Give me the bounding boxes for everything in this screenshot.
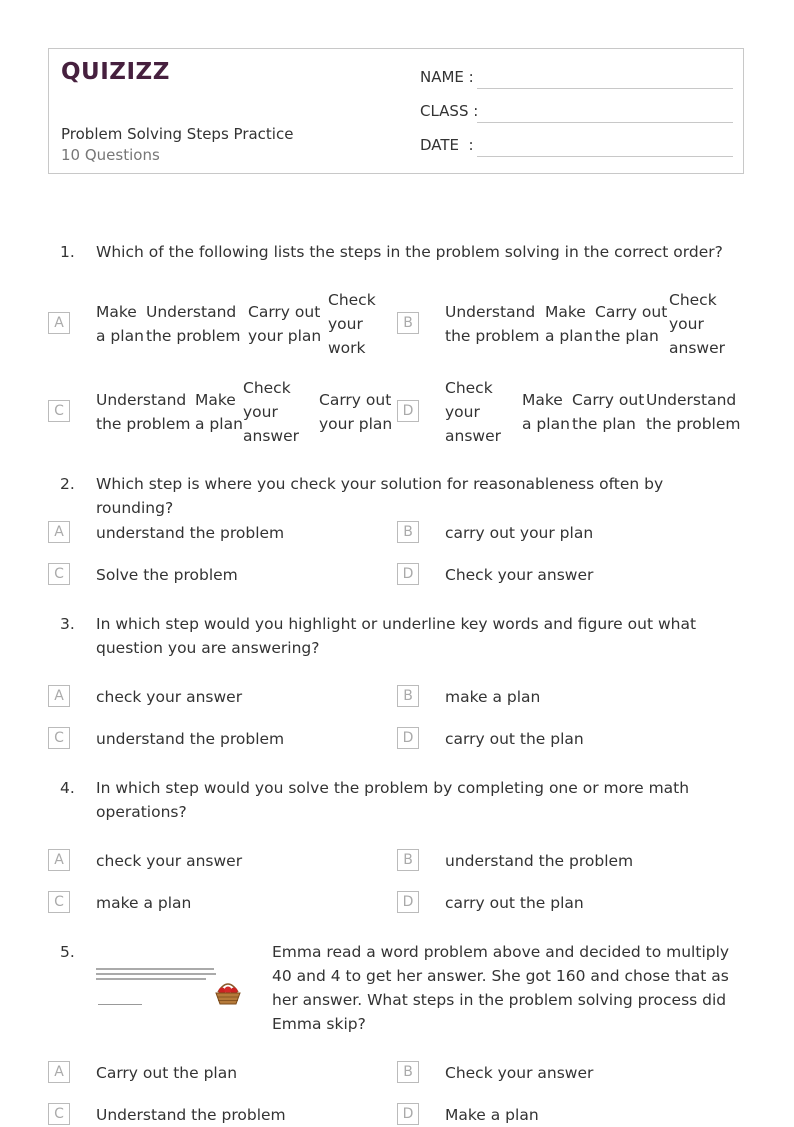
option-text: understand the problem: [445, 852, 634, 870]
option-text: Check your answer: [445, 566, 594, 584]
option-cell: Make a plan: [545, 303, 593, 345]
question-number: 5.: [60, 943, 75, 961]
question-text: In which step would you highlight or underline key words and figure out what question you are answering?: [96, 615, 697, 657]
option-box-c[interactable]: C: [48, 563, 70, 585]
date-field[interactable]: [420, 136, 474, 154]
option-cell: Understand the problem: [96, 391, 191, 433]
word-problem-image: [96, 962, 256, 1008]
name-field[interactable]: [420, 68, 474, 86]
question-number: 4.: [60, 779, 75, 797]
option-box-d[interactable]: D: [397, 1103, 419, 1125]
question-count: 10 Questions: [61, 146, 160, 164]
option-box-d[interactable]: D: [397, 891, 419, 913]
class-field[interactable]: [420, 102, 478, 120]
worksheet-title: Problem Solving Steps Practice: [61, 125, 294, 143]
date-label: DATE :: [420, 136, 474, 154]
option-text: check your answer: [96, 688, 243, 706]
option-text: check your answer: [96, 852, 243, 870]
option-box-b[interactable]: B: [397, 685, 419, 707]
option-cell: Check your answer: [669, 291, 725, 357]
worksheet-header: [48, 48, 744, 174]
option-text: carry out the plan: [445, 894, 584, 912]
option-box-b[interactable]: B: [397, 849, 419, 871]
option-box-d[interactable]: D: [397, 563, 419, 585]
option-cell: Understand the problem: [146, 303, 241, 345]
name-label: NAME :: [420, 68, 474, 86]
option-cell: Understand the problem: [445, 303, 540, 345]
question-text: Which of the following lists the steps in the problem solving in the correct order?: [96, 243, 723, 261]
option-cell: Make a plan: [96, 303, 144, 345]
option-box-c[interactable]: C: [48, 727, 70, 749]
option-cell: Check your answer: [243, 379, 299, 445]
option-cell: Carry out the plan: [595, 303, 668, 345]
option-text: understand the problem: [96, 730, 285, 748]
class-label: CLASS :: [420, 102, 479, 120]
class-line: [477, 122, 733, 123]
question-number: 3.: [60, 615, 75, 633]
option-text: Solve the problem: [96, 566, 238, 584]
option-box-c[interactable]: C: [48, 400, 70, 422]
option-text: make a plan: [445, 688, 541, 706]
option-box-d[interactable]: D: [397, 400, 419, 422]
quizizz-logo: QUIZIZZ: [61, 59, 170, 85]
option-box-a[interactable]: A: [48, 849, 70, 871]
option-cell: Check your work: [328, 291, 376, 357]
option-text: Check your answer: [445, 1064, 594, 1082]
option-text: carry out your plan: [445, 524, 594, 542]
option-box-b[interactable]: B: [397, 1061, 419, 1083]
option-box-a[interactable]: A: [48, 521, 70, 543]
option-box-c[interactable]: C: [48, 1103, 70, 1125]
option-text: Understand the problem: [96, 1106, 286, 1124]
question-text: In which step would you solve the problem by completing one or more math operations?: [96, 779, 690, 821]
option-text: Carry out the plan: [96, 1064, 238, 1082]
question-number: 1.: [60, 243, 75, 261]
date-line: [477, 156, 733, 157]
question-text: Which step is where you check your solution for reasonableness often by rounding?: [96, 475, 664, 517]
option-text: Make a plan: [445, 1106, 539, 1124]
option-box-d[interactable]: D: [397, 727, 419, 749]
option-box-a[interactable]: A: [48, 1061, 70, 1083]
option-cell: Make a plan: [195, 391, 243, 433]
option-box-a[interactable]: A: [48, 685, 70, 707]
option-box-a[interactable]: A: [48, 312, 70, 334]
option-box-b[interactable]: B: [397, 312, 419, 334]
option-cell: Carry out your plan: [248, 303, 322, 345]
option-cell: Understand the problem: [646, 391, 741, 433]
option-cell: Carry out your plan: [319, 391, 393, 433]
option-text: carry out the plan: [445, 730, 584, 748]
option-box-b[interactable]: B: [397, 521, 419, 543]
question-text: Emma read a word problem above and decided to multiply 40 and 4 to get her answer. She got 160 and chose that as her answer. What steps in the problem solving process did Emma skip?: [272, 943, 730, 1033]
option-text: make a plan: [96, 894, 192, 912]
option-cell: Make a plan: [522, 391, 570, 433]
option-cell: Check your answer: [445, 379, 501, 445]
question-number: 2.: [60, 475, 75, 493]
option-text: understand the problem: [96, 524, 285, 542]
option-cell: Carry out the plan: [572, 391, 645, 433]
name-line: [477, 88, 733, 89]
option-box-c[interactable]: C: [48, 891, 70, 913]
